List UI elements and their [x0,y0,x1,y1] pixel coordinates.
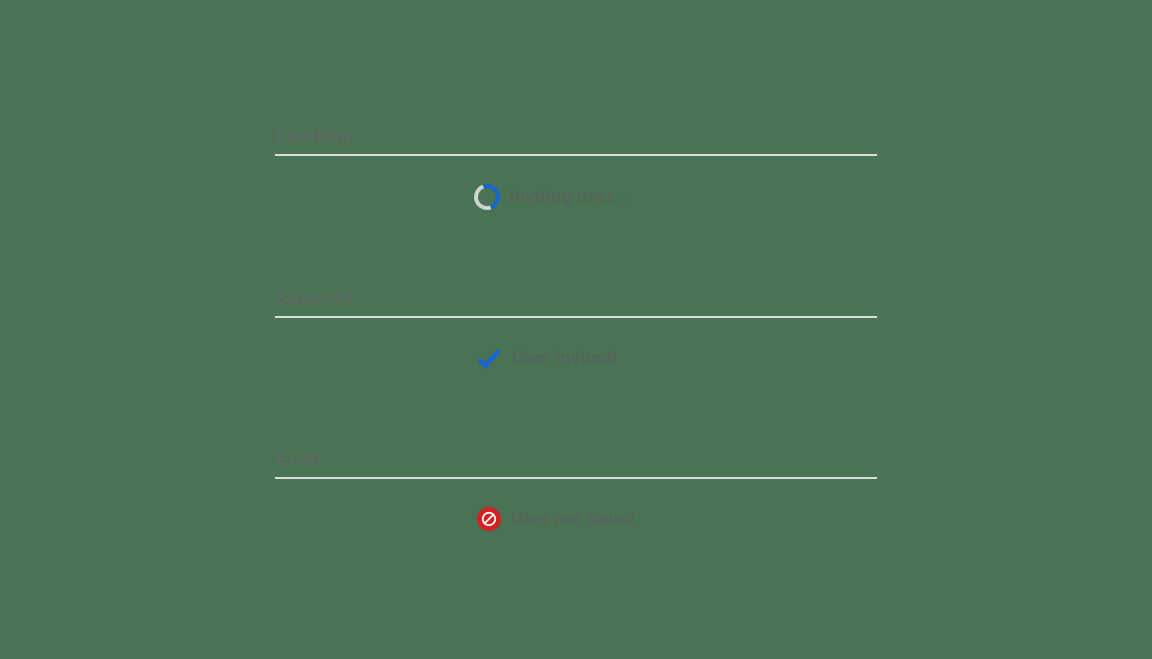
section-divider [275,477,877,479]
status-row-loading [474,184,628,210]
section-title-loading: Loading [275,126,352,147]
section-success [275,288,877,318]
error-circle-icon [477,507,501,531]
status-label-loading: Inviting user... [510,187,628,206]
status-label-success: User invited! [512,348,618,367]
section-divider [275,316,877,318]
section-error [275,449,877,479]
section-title-success: Success [275,288,355,309]
spinner-icon [470,180,505,215]
status-row-success [476,345,618,371]
section-loading [275,126,877,156]
section-divider [275,154,877,156]
status-row-error [477,507,635,531]
check-icon [476,345,502,371]
section-title-error: Error [275,449,324,470]
status-label-error: User not found [511,509,635,528]
